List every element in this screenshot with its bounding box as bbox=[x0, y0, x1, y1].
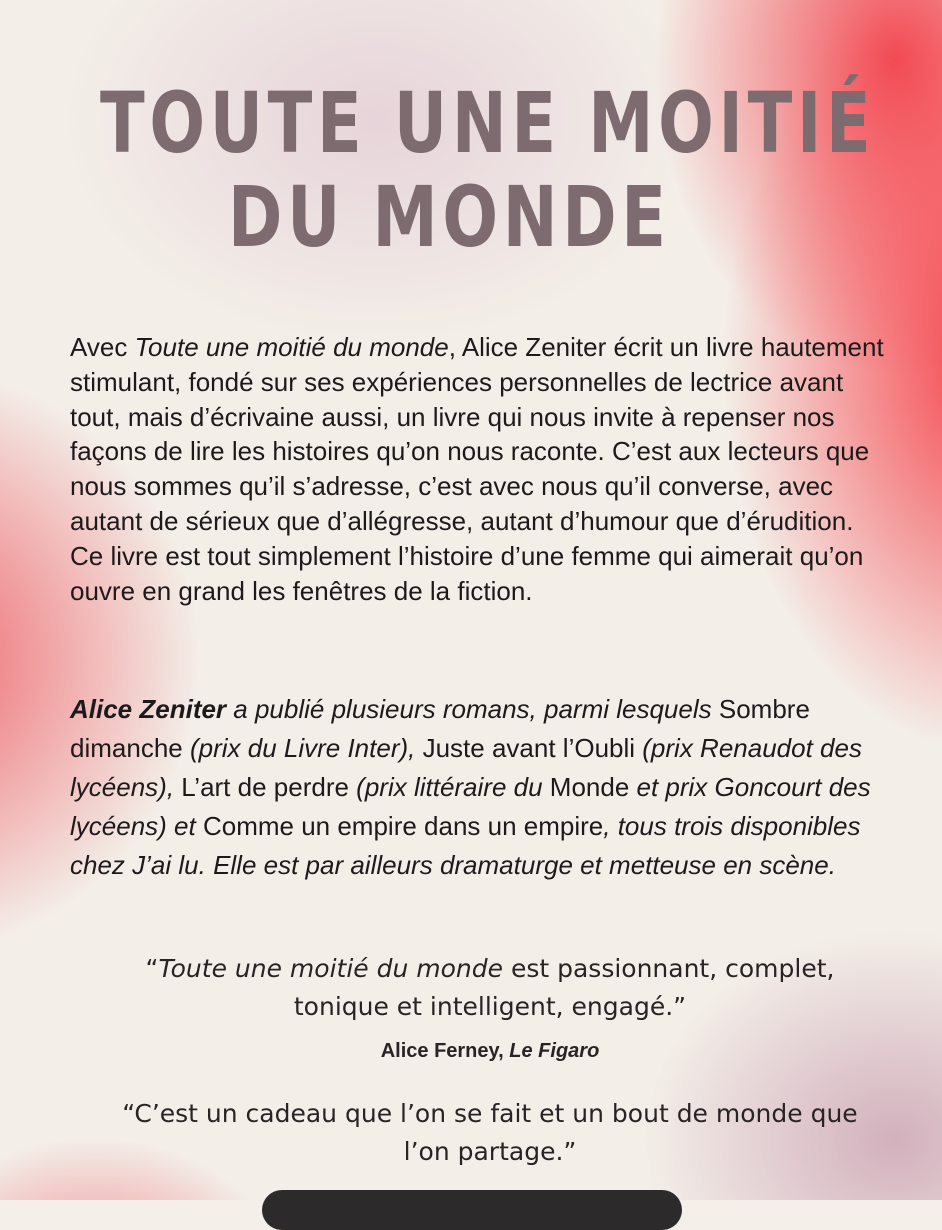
quote-1-source: Le Figaro bbox=[509, 1040, 600, 1062]
bio-text-6: , tous trois disponibles chez J’ai lu. Elle est par ailleurs dramaturge et metteuse en scène. bbox=[70, 811, 861, 880]
bio-text-2: (prix du Livre Inter), bbox=[182, 733, 423, 763]
work-title-4: Monde bbox=[549, 772, 630, 802]
quote-1-author: Alice Ferney, bbox=[380, 1040, 510, 1062]
summary-intro: Avec bbox=[70, 332, 135, 362]
bio-text-3: (prix Renaudot des lycéens), bbox=[70, 733, 862, 802]
work-title-3: L’art de perdre bbox=[181, 772, 349, 802]
bio-text-1: a publié plusieurs romans, parmi lesquels bbox=[226, 694, 719, 724]
summary-paragraph bbox=[70, 330, 890, 608]
quote-1-book-title: Toute une moitié du monde bbox=[158, 954, 503, 983]
summary-book-title: Toute une moitié du monde bbox=[134, 332, 449, 362]
work-title-5: Comme un empire dans un empire bbox=[202, 811, 604, 841]
work-title-2: Juste avant l’Oubli bbox=[422, 733, 636, 763]
title-line-2: DU MONDE bbox=[228, 168, 671, 267]
press-quote-2: “C’est un cadeau que l’on se fait et un bout de monde que l’on partage.” bbox=[122, 1099, 858, 1166]
bottom-overlay-bar bbox=[262, 1190, 682, 1230]
quote-1-open: “ bbox=[145, 954, 159, 983]
title-line-1: TOUTE UNE MOITIÉ bbox=[100, 74, 876, 173]
author-name: Alice Zeniter bbox=[70, 694, 227, 724]
bio-text-5: et prix Goncourt des lycéens) et bbox=[70, 772, 871, 841]
summary-text: , Alice Zeniter écrit un livre hautement stimulant, fondé sur ses expériences personnelles de lectrice avant tout, mais d’écrivaine aussi, un livre qui nous invite à repenser nos façons de lire les histoires qu’on nous raconte. C’est aux lecteurs que nous sommes qu’il s’adresse, c’est avec nous qu’il converse, avec autant de sérieux que d’allégresse, autant d’humour que d’érudition. Ce livre est tout simplement l’histoire d’une femme qui aimerait qu’on ouvre en grand les fenêtres de la fiction. bbox=[70, 332, 884, 606]
quote-1-attribution bbox=[120, 1040, 860, 1063]
work-title-1: Sombre dimanche bbox=[70, 694, 810, 763]
book-title bbox=[100, 74, 880, 267]
bio-text-4: (prix littéraire du bbox=[348, 772, 550, 802]
press-quote-1 bbox=[120, 950, 860, 1026]
quote-1-text: est passionnant, complet, tonique et intelligent, engagé.” bbox=[293, 954, 835, 1021]
author-bio-paragraph bbox=[70, 690, 890, 885]
